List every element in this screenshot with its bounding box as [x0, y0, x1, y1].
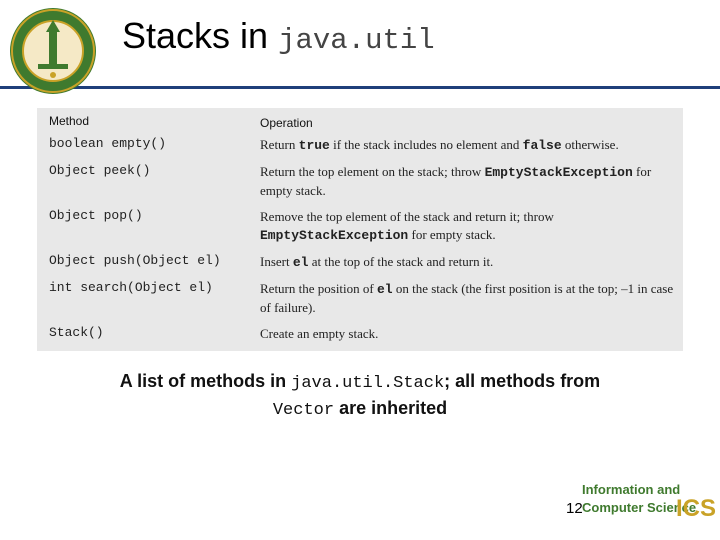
page-number: 12 — [566, 500, 583, 517]
operation-text: Return — [260, 137, 299, 152]
caption-code-vector: Vector — [272, 401, 335, 420]
methods-table — [37, 108, 683, 351]
footer-text-2: Computer Science — [582, 500, 697, 515]
operation-text: for empty stack. — [408, 227, 496, 242]
method-signature: int search(Object el) — [49, 280, 213, 295]
operation-code: el — [377, 282, 393, 297]
operation-code: EmptyStackException — [484, 165, 633, 180]
header-operation: Operation — [260, 116, 313, 130]
header-rule — [0, 86, 720, 89]
ics-footer-logo-icon — [572, 472, 717, 530]
operation-text: Return the top element on the stack; throw — [260, 164, 485, 179]
operation-text: Remove the top element of the stack and return it; throw — [260, 209, 554, 224]
method-signature: boolean empty() — [49, 136, 167, 151]
operation-text: for empty stack. — [260, 164, 652, 198]
operation-code: false — [522, 138, 562, 153]
method-operation — [260, 280, 678, 317]
method-operation — [260, 136, 678, 155]
operation-text: otherwise. — [561, 137, 619, 152]
method-signature: Object pop() — [49, 208, 143, 223]
caption-mid: ; all methods from — [444, 371, 601, 391]
slide-caption — [60, 369, 660, 423]
method-operation — [260, 208, 678, 245]
method-operation — [260, 163, 678, 200]
method-signature: Object peek() — [49, 163, 151, 178]
page-title — [122, 14, 435, 63]
table-header-row — [37, 114, 683, 132]
caption-code-stack: java.util.Stack — [291, 374, 445, 393]
operation-text: Insert — [260, 254, 293, 269]
footer-text-1: Information and — [582, 482, 681, 497]
method-operation — [260, 325, 678, 343]
header-method: Method — [49, 114, 90, 128]
university-seal-icon — [8, 6, 98, 96]
title-code: java.util — [278, 24, 435, 57]
operation-text: Return the position of — [260, 281, 377, 296]
method-operation — [260, 253, 678, 272]
caption-pre: A list of methods in — [119, 371, 292, 391]
method-signature: Stack() — [49, 325, 104, 340]
operation-text: on the stack (the first position is at the top; –1 in case of failure). — [260, 281, 674, 315]
operation-code: true — [298, 138, 330, 153]
operation-text: if the stack includes no element and — [329, 137, 523, 152]
operation-text: at the top of the stack and return it. — [308, 254, 494, 269]
title-text: Stacks in — [122, 15, 279, 56]
footer-ics-mark: ICS — [676, 495, 717, 522]
method-signature: Object push(Object el) — [49, 253, 221, 268]
operation-text: Create an empty stack. — [260, 326, 379, 341]
operation-code: EmptyStackException — [260, 228, 409, 243]
caption-post: are inherited — [334, 398, 448, 418]
operation-code: el — [292, 255, 309, 270]
